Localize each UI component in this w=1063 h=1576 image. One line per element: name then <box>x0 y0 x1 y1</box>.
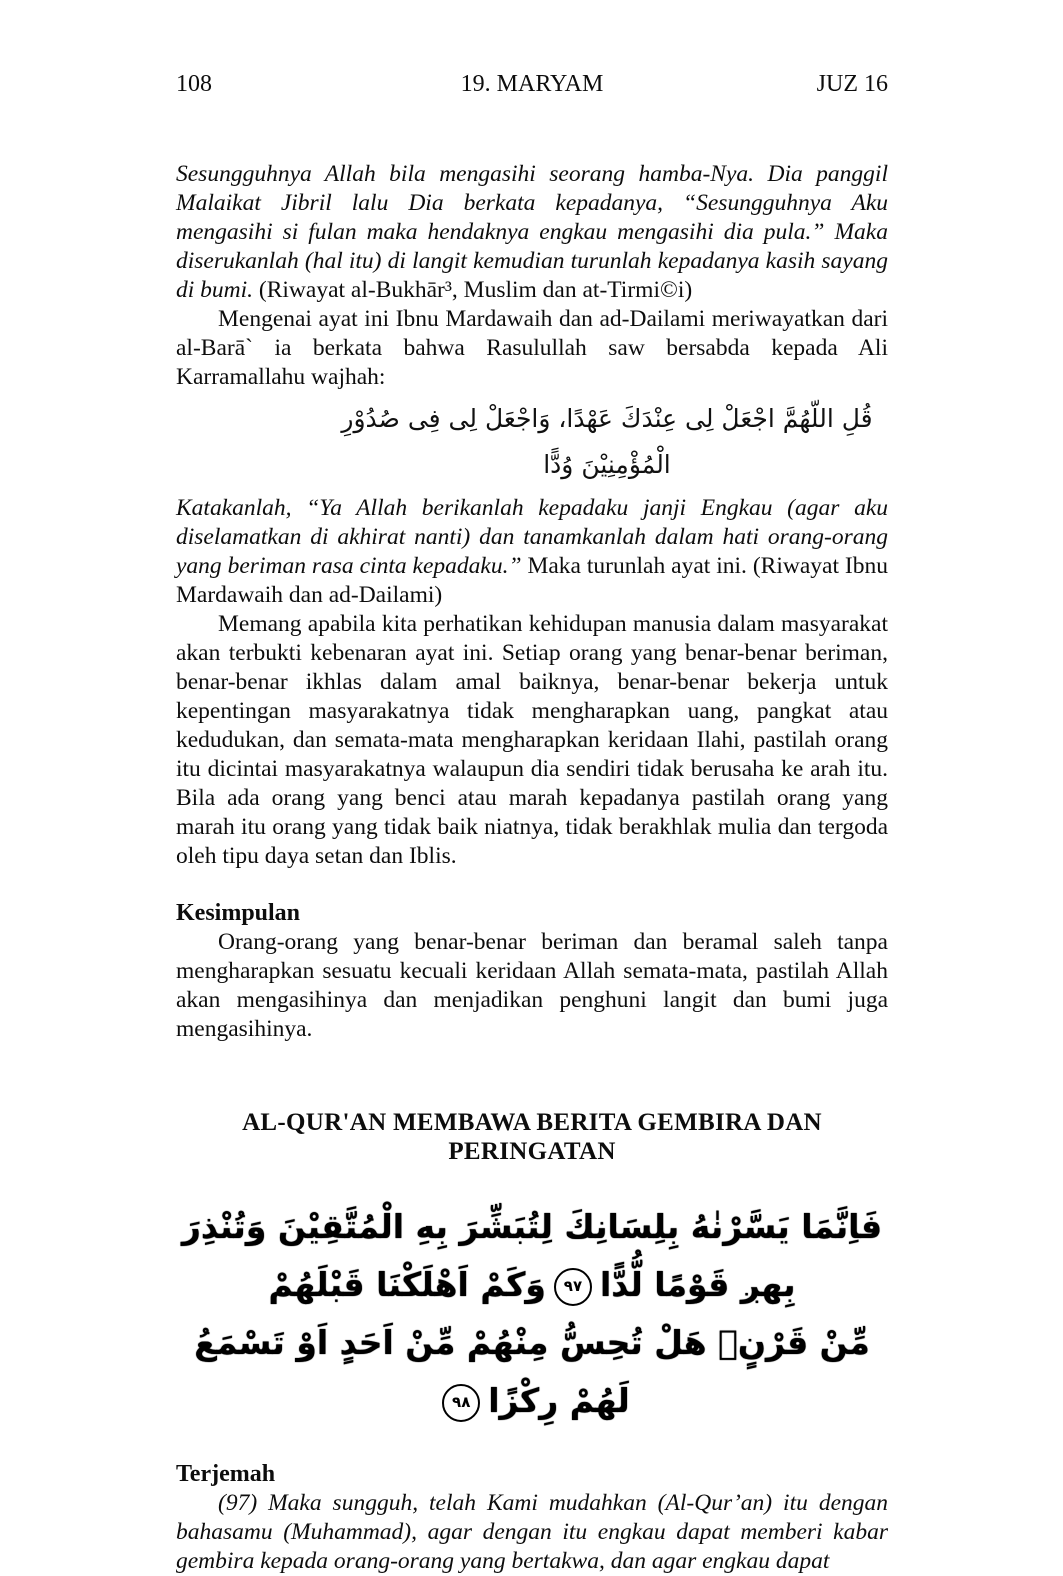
kesimpulan-heading: Kesimpulan <box>176 900 301 926</box>
quran-calligraphy <box>176 1198 888 1430</box>
juz-label: JUZ 16 <box>816 71 888 97</box>
commentary-paragraph: Memang apabila kita perhatikan kehidupan manusia dalam masyarakat akan terbukti kebenaran ayat ini. Setiap orang yang benar-benar beriman, benar-benar ikhlas dalam amal baiknya, benar-benar bekerja untuk kepentingan masyarakatnya tidak mengharapkan uang, pangkat atau kedudukan, dan semata-mata mengharapkan keridaan Ilahi, pastilah orang itu dicintai masyarakatnya walaupun dia sendiri tidak berusaha ke arah itu. Bila ada orang yang benci atau marah kepadanya pastilah orang yang marah itu orang yang tidak baik niatnya, tidak berakhlak mulia dan tergoda oleh tipu daya setan dan Iblis. <box>176 611 888 869</box>
arabic-dua-text: قُلِ اللّهُمَّ اجْعَلْ لِى عِنْدَكَ عَهْدًا، وَاجْعَلْ لِى فِى صُدُوْرِ الْمُؤْمِنِيْنَ وُدًّا <box>341 404 873 479</box>
running-header <box>176 70 888 98</box>
hadith-paragraph <box>176 160 888 305</box>
verse-98-start-text: وَكَمْ اَهْلَكْنَا قَبْلَهُمْ <box>268 1265 546 1304</box>
terjemah-heading: Terjemah <box>176 1461 276 1487</box>
dua-translation-text: Katakanlah, “Ya Allah berikanlah kepadaku janji Engkau (agar aku diselamatkan di akhirat nanti) dan tanamkanlah dalam hati orang-orang yang beriman rasa cinta kepadaku.” <box>176 495 888 579</box>
verse-98-text: مِّنْ قَرْنٍۗ هَلْ تُحِسُّ مِنْهُمْ مِّنْ اَحَدٍ اَوْ تَسْمَعُ لَهُمْ رِكْزًا <box>194 1323 870 1420</box>
narration-paragraph: Mengenai ayat ini Ibnu Mardawaih dan ad-Dailami meriwayatkan dari al-Barā` ia berkata bahwa Rasulullah saw bersabda kepada Ali Karramallahu wajhah: <box>176 306 888 390</box>
dua-translation-source: Maka turunlah ayat ini. (Riwayat Ibnu Mardawaih dan ad-Dailami) <box>176 553 888 608</box>
verse-97-text: فَاِنَّمَا يَسَّرْنٰهُ بِلِسَانِكَ لِتُبَشِّرَ بِهِ الْمُتَّقِيْنَ وَتُنْذِرَ بِهږ قَوْمًا لُّدًّا <box>181 1207 883 1304</box>
page-body <box>176 160 888 1576</box>
page-number: 108 <box>176 71 212 97</box>
surah-title: 19. MARYAM <box>460 71 604 97</box>
hadith-source: (Riwayat al-Bukhār³, Muslim dan at-Tirmi©i) <box>253 277 693 303</box>
ayah-98-marker: ٩٨ <box>442 1384 480 1422</box>
section-heading: AL-QUR'AN MEMBAWA BERITA GEMBIRA DAN PERINGATAN <box>242 1109 822 1165</box>
hadith-text: Sesungguhnya Allah bila mengasihi seorang hamba-Nya. Dia panggil Malaikat Jibril lalu Dia berkata kepadanya, “Sesungguhnya Aku mengasihi si fulan maka hendaknya engkau mengasihi dia pula.” Maka diserukanlah (hal itu) di langit kemudian turunlah kepadanya kasih sayang di bumi. <box>176 161 888 303</box>
ayah-97-marker: ٩٧ <box>554 1268 592 1306</box>
terjemah-paragraph: (97) Maka sungguh, telah Kami mudahkan (Al-Qur’an) itu dengan bahasamu (Muhammad), agar dengan itu engkau dapat memberi kabar gembira kepada orang-orang yang bertakwa, dan agar engkau dapat <box>176 1490 888 1574</box>
dua-translation-paragraph <box>176 494 888 610</box>
kesimpulan-paragraph: Orang-orang yang benar-benar beriman dan beramal saleh tanpa mengharapkan sesuatu kecuali keridaan Allah semata-mata, pastilah Allah akan mengasihinya dan menjadikan penghuni langit dan bumi juga mengasihinya. <box>176 929 888 1042</box>
